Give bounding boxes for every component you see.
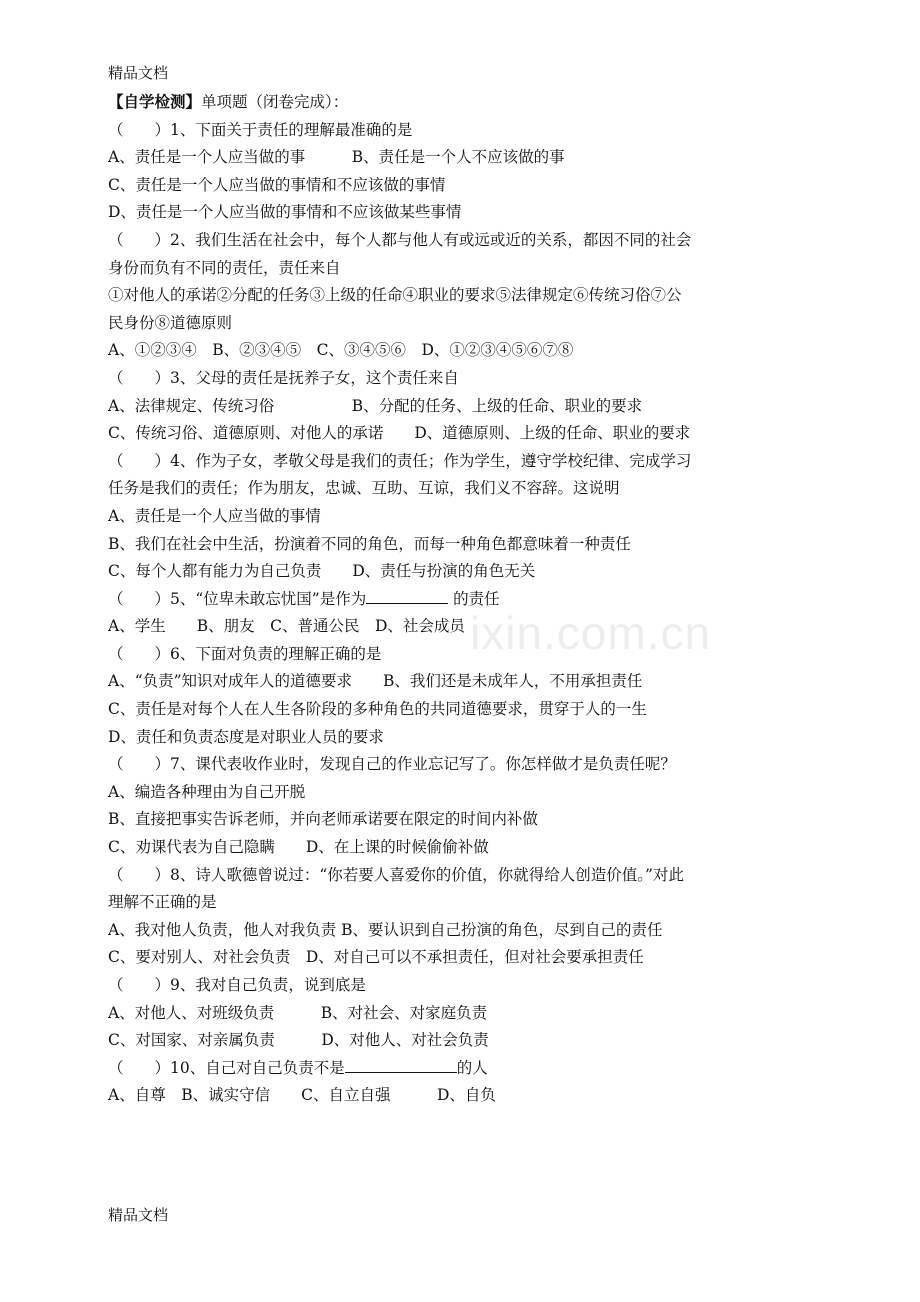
text-line: 任务是我们的责任；作为朋友，忠诚、互助、互谅，我们义不容辞。这说明 — [108, 479, 620, 498]
text-line: C、劝课代表为自己隐瞒 D、在上课的时候偷偷补做 — [108, 838, 489, 857]
question-5-tail: 的责任 — [448, 589, 500, 608]
watermark: ixin.com.cn — [470, 607, 712, 659]
question-block-1 — [108, 117, 828, 586]
question-10-text: （ ）10、自己对自己负责不是 — [108, 1058, 345, 1077]
section-title-rest: 单项题（闭卷完成）： — [201, 93, 349, 111]
text-line: A、责任是一个人应当做的事情 — [108, 506, 321, 525]
text-line: （ ）4、作为子女，孝敬父母是我们的责任；作为学生，遵守学校纪律、完成学习 — [108, 451, 692, 470]
text-line: 民身份⑧道德原则 — [108, 313, 233, 332]
question-5-text: （ ）5、“位卑未敢忘忧国”是作为 — [108, 589, 367, 608]
text-line: C、责任是对每个人在人生各阶段的多种角色的共同道德要求，贯穿于人的一生 — [108, 700, 647, 719]
text-line: （ ）2、我们生活在社会中，每个人都与他人有或远或近的关系，都因不同的社会 — [108, 230, 692, 249]
text-line: （ ）7、课代表收作业时，发现自己的作业忘记写了。你怎样做才是负责任呢？ — [108, 755, 676, 774]
text-line: （ ）6、下面对负责的理解正确的是 — [108, 644, 382, 663]
text-line: B、直接把事实告诉老师，并向老师承诺要在限定的时间内补做 — [108, 810, 538, 829]
text-line: D、责任是一个人应当做的事情和不应该做某些事情 — [108, 203, 462, 222]
text-line: B、我们在社会中生活，扮演着不同的角色，而每一种角色都意味着一种责任 — [108, 534, 631, 553]
text-line: C、每个人都有能力为自己负责 D、责任与扮演的角色无关 — [108, 562, 536, 581]
text-line: C、责任是一个人应当做的事情和不应该做的事情 — [108, 175, 446, 194]
text-line: A、“负责”知识对成年人的道德要求 B、我们还是未成年人，不用承担责任 — [108, 672, 643, 691]
section-title — [108, 88, 828, 117]
question-10-options: A、自尊 B、诚实守信 C、自立自强 D、自负 — [108, 1086, 496, 1105]
text-line: C、要对别人、对社会负责 D、对自己可以不承担责任，但对社会要承担责任 — [108, 948, 644, 967]
text-line: A、对他人、对班级负责 B、对社会、对家庭负责 — [108, 1003, 488, 1022]
text-line: C、传统习俗、道德原则、对他人的承诺 D、道德原则、上级的任命、职业的要求 — [108, 424, 691, 443]
text-line: ①对他人的承诺②分配的任务③上级的任命④职业的要求⑤法律规定⑥传统习俗⑦公 — [108, 286, 682, 305]
question-10-tail: 的人 — [456, 1058, 488, 1077]
text-line: 身份而负有不同的责任，责任来自 — [108, 258, 341, 277]
text-line: （ ）1、下面关于责任的理解最准确的是 — [108, 120, 413, 139]
text-line: A、学生 B、朋友 C、普通公民 D、社会成员 — [108, 617, 465, 636]
question-block-2 — [108, 613, 828, 1055]
text-line: （ ）3、父母的责任是抚养子女，这个责任来自 — [108, 368, 459, 387]
text-line: C、对国家、对亲属负责 D、对他人、对社会负责 — [108, 1031, 489, 1050]
text-line: 理解不正确的是 — [108, 893, 217, 912]
answer-blank — [345, 1057, 457, 1073]
text-line: （ ）8、诗人歌德曾说过：“你若要人喜爱你的价值，你就得给人创造价值。”对此 — [108, 865, 684, 884]
text-line: A、法律规定、传统习俗 B、分配的任务、上级的任命、职业的要求 — [108, 396, 643, 415]
answer-blank — [366, 588, 448, 604]
text-line: A、①②③④ B、②③④⑤ C、③④⑤⑥ D、①②③④⑤⑥⑦⑧ — [108, 341, 574, 360]
question-10 — [108, 1055, 828, 1083]
page-header: 精品文档 — [108, 64, 169, 82]
section-title-bold: 【自学检测】 — [108, 92, 202, 111]
text-line: A、责任是一个人应当做的事 B、责任是一个人不应该做的事 — [108, 148, 565, 167]
text-line: D、责任和负责态度是对职业人员的要求 — [108, 727, 384, 746]
page-footer: 精品文档 — [108, 1206, 169, 1224]
text-line: A、编造各种理由为自己开脱 — [108, 782, 306, 801]
text-line: A、我对他人负责，他人对我负责 B、要认识到自己扮演的角色，尽到自己的责任 — [108, 920, 663, 939]
question-5 — [108, 586, 828, 614]
exercise-content — [108, 88, 828, 1110]
text-line: （ ）9、我对自己负责，说到底是 — [108, 976, 366, 994]
